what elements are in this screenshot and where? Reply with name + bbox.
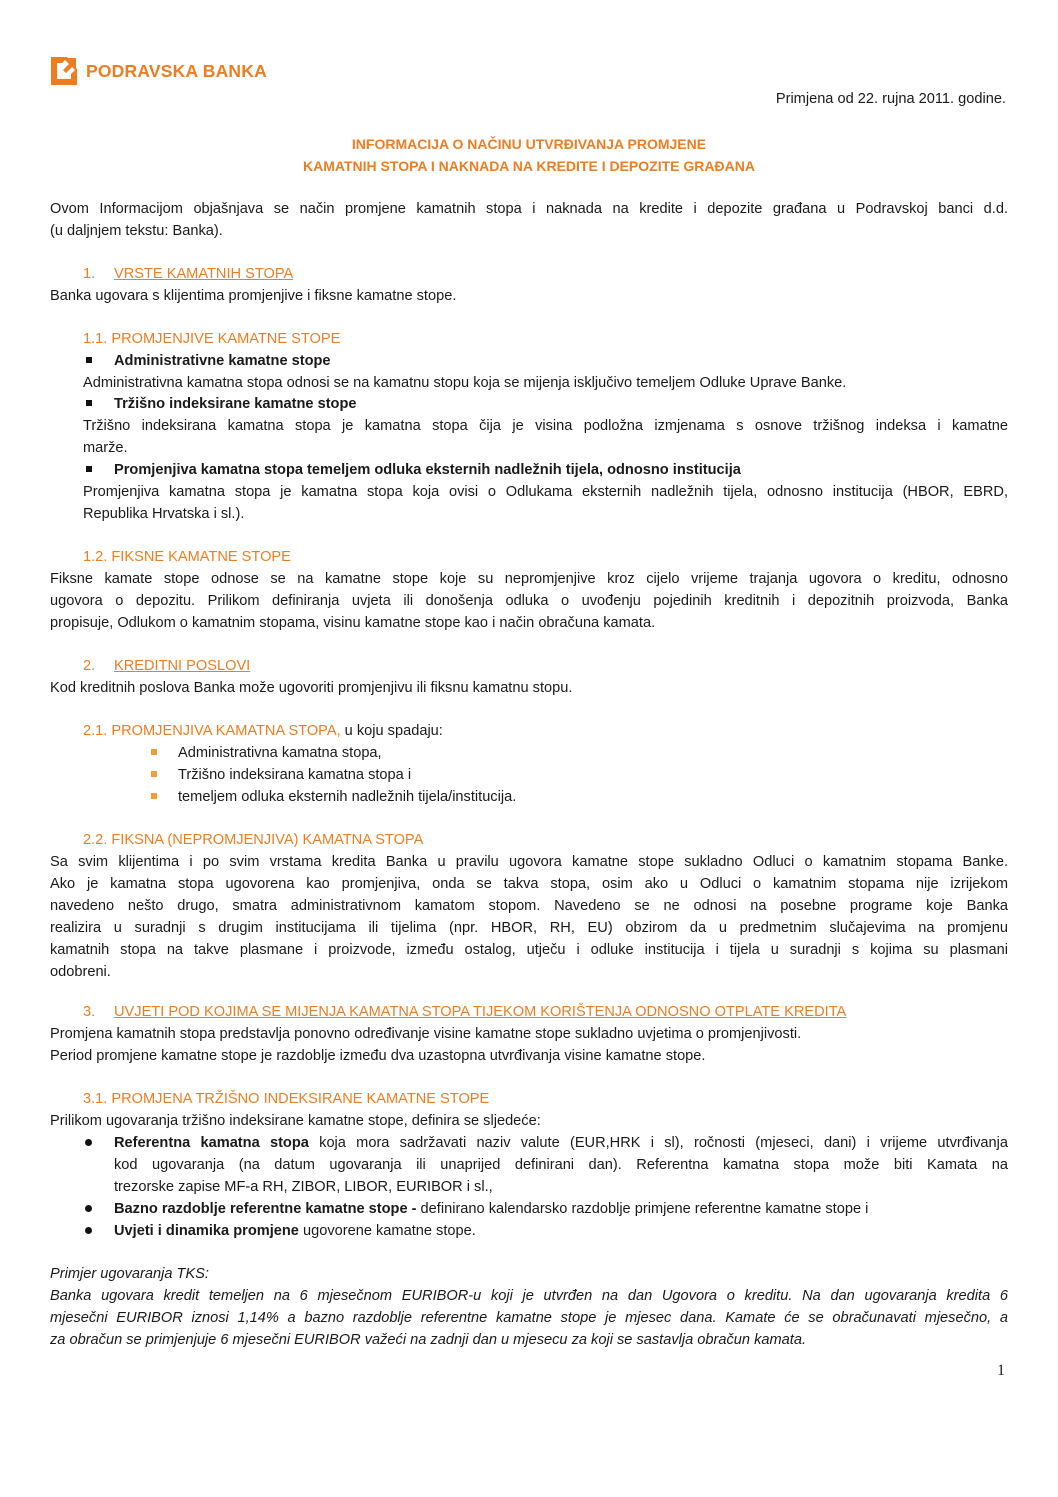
list-item: Tržišno indeksirana kamatna stopa i [178,767,412,783]
section2-heading: KREDITNI POSLOVI [114,658,251,674]
section22-line6: odobreni. [50,964,111,980]
orange-bullet-icon [151,793,157,799]
section31-heading: 3.1. PROMJENA TRŽIŠNO INDEKSIRANE KAMATNE STOPE [83,1091,490,1107]
section22-line1: Sa svim klijentima i po svim vrstama kredita Banka u pravilu ugovora kamatne stope sukladno Odluci o kamatnim stopama Banke. [50,854,1008,870]
example-line2: mjesečni EURIBOR iznosi 1,14% a bazno razdoblje referentne kamatne stope je mjesec dana. Kamate će se obračunavati mjesečno, a [50,1310,1008,1326]
bullet3-rest: ugovorene kamatne stope. [298,1223,476,1239]
section11-heading: 1.1. PROMJENJIVE KAMATNE STOPE [83,331,341,347]
round-bullet-icon [85,1139,92,1146]
intro-line1: Ovom Informacijom objašnjava se način promjene kamatnih stopa i naknada na kredite i depozite građana u Podravskoj banci d.d. [50,201,1008,217]
square-bullet-icon [86,466,92,472]
round-bullet-icon [85,1227,92,1234]
example-heading: Primjer ugovaranja TKS: [50,1266,209,1282]
round-bullet-icon [85,1205,92,1212]
section31-intro: Prilikom ugovaranja tržišno indeksirane kamatne stope, definira se sljedeće: [50,1113,541,1129]
section3-line2: Period promjene kamatne stope je razdoblje između dva uzastopna utvrđivanja visine kamatne stope. [50,1048,706,1064]
bullet3-bold: Uvjeti i dinamika promjene [114,1223,299,1239]
bullet3-text-line1: Promjenjiva kamatna stopa je kamatna stopa koja ovisi o Odlukama eksternih nadležnih tijela, odnosno institucija (HBOR, EBRD, [83,484,1008,500]
section2-text: Kod kreditnih poslova Banka može ugovoriti promjenjivu ili fiksnu kamatnu stopu. [50,680,573,696]
bullet1-title: Administrativne kamatne stope [114,353,331,369]
section21-title: 2.1. PROMJENJIVA KAMATNA STOPA, [83,723,341,739]
section12-heading: 1.2. FIKSNE KAMATNE STOPE [83,549,291,565]
section1-text: Banka ugovara s klijentima promjenjive i fiksne kamatne stope. [50,288,457,304]
section22-line4: realizira u suradnji s drugim institucijama ili tijelima (npr. HBOR, RH, EU) obzirom da u predmetnim slučajevima na promjenu [50,920,1008,936]
section12-line1: Fiksne kamate stope odnose se na kamatne stope koje su nepromjenjive kroz cijelo vrijeme trajanja ugovora o kreditu, odnosno [50,571,1008,587]
list-item: Administrativna kamatna stopa, [178,745,382,761]
example-line3: za obračun se primjenjuje 6 mjesečni EURIBOR važeći na zadnji dan u mjesecu za koji se sastavlja obračun kamata. [50,1332,806,1348]
section22-line5: kamatnih stopa na takve plasmane i proizvode, između ostalog, utječu i odluke institucija i tijela u suradnji s kojima su plasmani [50,942,1008,958]
bullet1-bold: Referentna kamatna stopa [114,1135,309,1151]
list-item: temeljem odluka eksternih nadležnih tijela/institucija. [178,789,517,805]
section22-line2: Ako je kamatna stopa ugovorena kao promjenjiva, onda se takva stopa, osim ako u Odluci o kamatnim stopama nije izrijekom [50,876,1008,892]
bullet3-title: Promjenjiva kamatna stopa temeljem odluka eksternih nadležnih tijela, odnosno institucija [114,462,741,478]
section21-suffix: u koju spadaju: [340,723,443,739]
bank-logo-icon [50,56,78,86]
section31-bullet2 [114,1201,868,1217]
section12-line3: propisuje, Odlukom o kamatnim stopama, visinu kamatne stope kao i način obračuna kamata. [50,615,656,631]
section3-line1: Promjena kamatnih stopa predstavlja ponovno određivanje visine kamatne stope sukladno uvjetima o promjenjivosti. [50,1026,802,1042]
intro-line2: (u daljnjem tekstu: Banka). [50,223,223,239]
example-line1: Banka ugovara kredit temeljen na 6 mjesečnom EURIBOR-u koji je utvrđen na dan Ugovora o kreditu. Na dan ugovaranja kredita 6 [50,1288,1008,1304]
bullet2-text-line1: Tržišno indeksirana kamatna stopa je kamatna stopa čija je visina podložna izmjenama s osnove tržišnog indeksa i kamatne [83,418,1008,434]
section1-heading: VRSTE KAMATNIH STOPA [114,266,294,282]
section3-heading: UVJETI POD KOJIMA SE MIJENJA KAMATNA STOPA TIJEKOM KORIŠTENJA ODNOSNO OTPLATE KREDITA [114,1004,847,1020]
orange-bullet-icon [151,749,157,755]
document-title-line2: KAMATNIH STOPA I NAKNADA NA KREDITE I DEPOZITE GRAĐANA [303,158,755,174]
bank-logo-text: PODRAVSKA BANKA [86,60,267,81]
section22-line3: navedeno nešto drugo, smatra administrativnom kamatom stopom. Navedeno se ne odnosi na posebne programe koje Banka [50,898,1008,914]
effective-date: Primjena od 22. rujna 2011. godine. [775,91,1006,107]
page-number: 1 [997,1362,1005,1379]
section31-bullet1-line2: kod ugovaranja (na datum ugovaranja ili unaprijed definirani dan). Referentna kamatna stopa može biti Kamata na [114,1157,1008,1173]
square-bullet-icon [86,400,92,406]
section31-bullet3 [114,1223,476,1239]
bullet2-rest: definirano kalendarsko razdoblje primjene referentne kamatne stope i [416,1201,869,1217]
section2-number: 2. [83,658,96,674]
bullet3-text-line2: Republika Hrvatska i sl.). [83,506,245,522]
section22-heading: 2.2. FIKSNA (NEPROMJENJIVA) KAMATNA STOPA [83,832,424,848]
document-title-line1: INFORMACIJA O NAČINU UTVRĐIVANJA PROMJENE [351,136,707,152]
section3-number: 3. [83,1004,96,1020]
bullet2-bold: Bazno razdoblje referentne kamatne stope - [114,1201,417,1217]
bullet2-text-line2: marže. [83,440,128,456]
bullet1-text: Administrativna kamatna stopa odnosi se na kamatnu stopu koja se mijenja isključivo temeljem Odluke Uprave Banke. [83,375,847,391]
orange-bullet-icon [151,771,157,777]
section31-bullet1-line3: trezorske zapise MF-a RH, ZIBOR, LIBOR, EURIBOR i sl., [114,1179,493,1195]
section21-heading [83,723,443,739]
square-bullet-icon [86,357,92,363]
bullet2-title: Tržišno indeksirane kamatne stope [114,396,357,412]
bullet1-rest: koja mora sadržavati naziv valute (EUR,HRK i sl), ročnosti (mjeseci, dani) i vrijeme utvrđivanja [308,1135,1009,1151]
bank-logo [50,56,267,86]
section1-number: 1. [83,266,96,282]
section31-bullet1-line1 [114,1135,1008,1151]
section12-line2: ugovora o depozitu. Prilikom definiranja uvjeta ili donošenja odluka o uvođenju pojedinih kreditnih i depozitnih proizvoda, Banka [50,593,1008,609]
